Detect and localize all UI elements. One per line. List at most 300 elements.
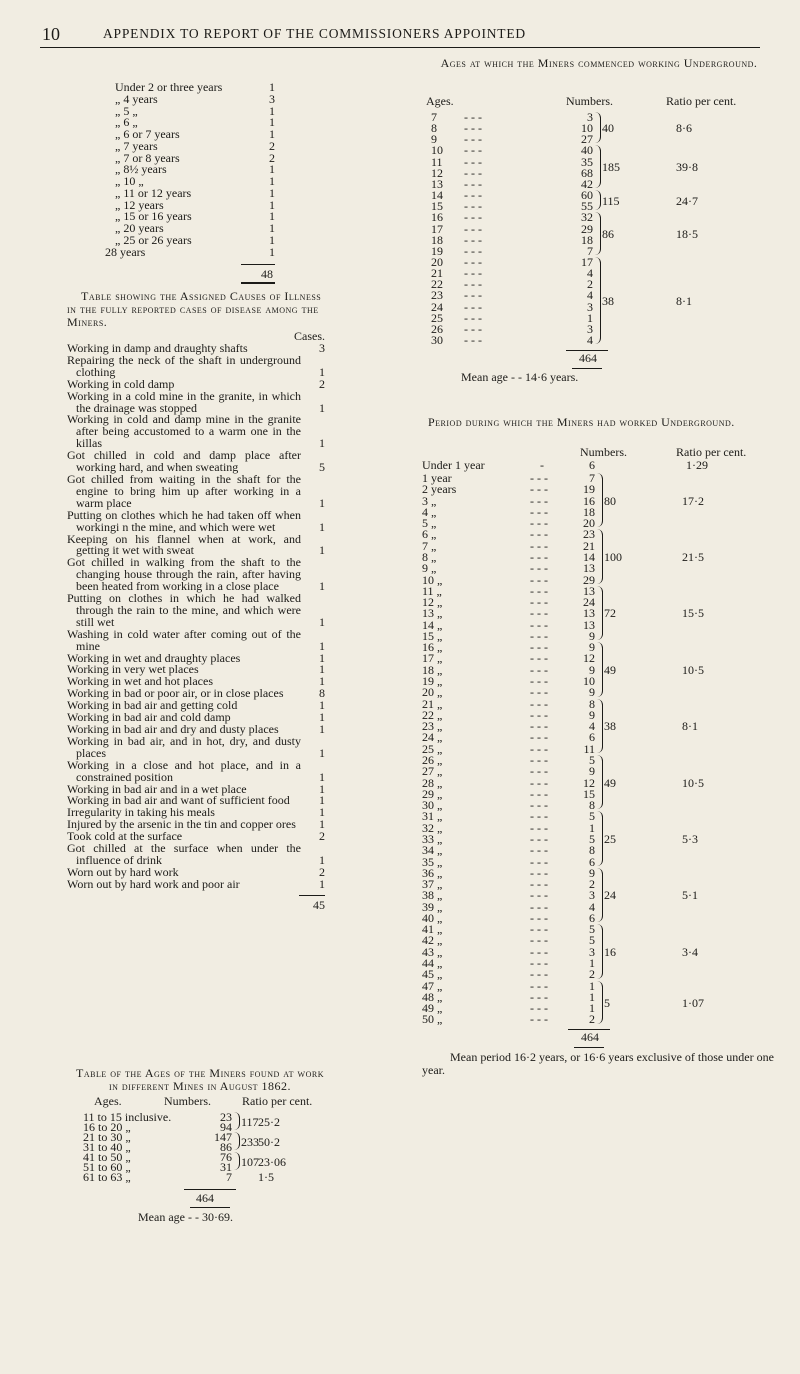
table-row-dashes: - - - <box>530 831 548 846</box>
table-row-dashes: - - - <box>464 110 482 124</box>
table-row-age: 9 „ <box>422 561 437 576</box>
table-row-dashes: - - - <box>530 888 548 903</box>
table-row-number: 2 <box>589 967 595 982</box>
group-sum: 80 <box>604 493 616 508</box>
table-row-number: 42 <box>581 176 593 191</box>
group-brace <box>596 642 603 696</box>
table-row-dashes: - - - <box>464 154 482 169</box>
table-row-number: 17 <box>581 254 593 269</box>
cause-text: Got chilled in cold and damp place after working hard, and when sweating <box>67 448 301 475</box>
table-row-dashes: - - - <box>464 310 482 325</box>
group-sum: 107 <box>241 1155 259 1169</box>
table-row-number: 9 <box>589 865 595 880</box>
age-list-value: 1 <box>269 244 275 259</box>
age-list-value: 2 <box>269 138 275 153</box>
age-list-label: „ 15 or 16 years <box>115 209 192 224</box>
page-number: 10 <box>42 24 60 44</box>
period-total-rule-2 <box>574 1047 604 1048</box>
table-row-dashes: - - - <box>530 1012 548 1027</box>
age-list-value: 1 <box>269 221 275 235</box>
table-row-age: 22 <box>431 277 443 292</box>
table-row-age: 26 <box>431 321 443 336</box>
table-row-number: 86 <box>220 1140 232 1154</box>
table-row-number: 23 <box>220 1110 232 1124</box>
cause-entry <box>67 593 325 629</box>
table-row-age: 42 „ <box>422 933 443 948</box>
commenced-head-ages: Ages. <box>426 94 454 108</box>
group-sum: 38 <box>602 293 614 308</box>
table-row-dashes: - - - <box>530 899 548 914</box>
ages-head-ages: Ages. <box>94 1094 122 1108</box>
table-row-number: 6 <box>589 910 595 925</box>
table-row-dashes: - - - <box>464 333 482 347</box>
table-row-dashes: - - - <box>530 516 548 531</box>
commenced-mean: Mean age - - 14·6 years. <box>461 370 579 385</box>
cause-text: Took cold at the surface <box>67 829 183 844</box>
table-row-dashes: - - - <box>530 922 548 937</box>
table-row-age: 22 „ <box>422 707 443 722</box>
cause-count: 1 <box>319 579 325 594</box>
table-row-age: 11 „ <box>422 583 442 598</box>
table-row-age: 25 <box>431 310 443 325</box>
group-ratio: 50·2 <box>258 1135 280 1149</box>
period-first-label: Under 1 year <box>422 458 485 472</box>
age-list-label: „ 7 or 8 years <box>115 150 180 165</box>
table-row-number: 31 <box>220 1160 232 1174</box>
table-row-number: 3 <box>589 944 595 959</box>
age-list-double-rule <box>241 282 275 284</box>
table-row-dashes: - - - <box>530 910 548 925</box>
table-row-number: 5 <box>589 922 595 937</box>
table-row-age: 50 „ <box>422 1012 443 1027</box>
table-row-age: 16 „ <box>422 640 443 655</box>
table-row-age: 21 „ <box>422 696 443 711</box>
period-mean: Mean period 16·2 years, or 16·6 years exclusive of those under one year. <box>422 1049 774 1077</box>
table-row-age: 19 „ <box>422 674 443 689</box>
table-row-number: 13 <box>583 606 595 621</box>
group-sum: 16 <box>604 944 616 959</box>
cause-count: 1 <box>319 436 325 451</box>
table-row-dashes: - - - <box>530 662 548 677</box>
table-row-age: 23 „ <box>422 719 443 734</box>
table-row-age: 19 <box>431 243 443 258</box>
causes-table <box>67 290 325 913</box>
ages-table <box>72 1067 328 1267</box>
table-row-dashes: - - - <box>530 628 548 643</box>
age-list-total <box>115 258 275 282</box>
cause-count: 1 <box>319 638 325 653</box>
table-row-age: 38 „ <box>422 888 443 903</box>
table-row-number: 13 <box>583 583 595 598</box>
cause-entry <box>67 626 325 653</box>
ages-mean: Mean age - - 30·69. <box>138 1210 233 1224</box>
table-row-number: 55 <box>581 199 593 214</box>
table-row-age: 18 <box>431 232 443 247</box>
table-row-number: 12 <box>583 775 595 790</box>
table-row-number: 18 <box>581 232 593 247</box>
age-list-label: „ 6 or 7 years <box>115 127 180 141</box>
causes-title: Table showing the Assigned Causes of Illness in the fully reported cases of disease among the Miners. <box>67 289 322 329</box>
age-list-label: „ 8½ years <box>115 162 167 177</box>
table-row-number: 147 <box>214 1130 232 1144</box>
age-list-label: „ 25 or 26 years <box>115 232 192 247</box>
table-row-number: 18 <box>583 504 595 519</box>
table-row-age: 15 <box>431 199 443 214</box>
table-row-number: 7 <box>587 243 593 258</box>
table-row-number: 5 <box>589 753 595 767</box>
table-row-number: 12 <box>583 651 595 666</box>
commenced-head-numbers: Numbers. <box>566 94 613 108</box>
table-row-age: 37 „ <box>422 877 443 892</box>
table-row-number: 13 <box>583 617 595 632</box>
table-row-dashes: - - - <box>530 651 548 666</box>
group-sum: 86 <box>602 227 614 242</box>
table-row-number: 4 <box>587 288 593 303</box>
table-row-number: 7 <box>589 471 595 485</box>
table-row-number: 10 <box>581 121 593 136</box>
table-row-dashes: - - - <box>464 176 482 191</box>
age-list-label: „ 10 „ <box>115 174 144 188</box>
table-row-number: 1 <box>589 989 595 1004</box>
table-row-age: 39 „ <box>422 899 443 914</box>
group-sum: 49 <box>604 662 616 677</box>
commenced-table-body <box>418 95 780 415</box>
table-row-dashes: - - - <box>530 595 548 610</box>
cause-text: Working in bad air, and in hot, dry, and dusty places <box>67 733 301 760</box>
age-list-value: 1 <box>269 103 275 118</box>
table-row-age: 24 <box>431 299 443 314</box>
table-row-number: 32 <box>581 210 593 225</box>
age-list-value: 1 <box>269 115 275 130</box>
table-row-dashes: - - - <box>530 1001 548 1016</box>
cause-entry <box>67 843 325 867</box>
group-ratio: 5·3 <box>682 831 698 846</box>
table-row-dashes: - - - <box>530 730 548 745</box>
cause-text: Putting on clothes in which he had walked through the rain to the mine, and which were still wet <box>67 591 301 629</box>
group-brace <box>596 811 603 865</box>
group-brace <box>594 257 601 344</box>
table-row-dashes: - - - <box>530 572 548 587</box>
cause-count: 1 <box>319 745 325 760</box>
age-list-value: 3 <box>269 91 275 106</box>
cause-count: 1 <box>319 817 325 832</box>
table-row-number: 2 <box>589 877 595 892</box>
table-row-number: 9 <box>589 707 595 722</box>
cause-count: 1 <box>319 650 325 665</box>
table-row-age: 23 <box>431 288 443 303</box>
cause-text: Washing in cold water after coming out of the mine <box>67 626 301 653</box>
table-row-age: 17 „ <box>422 651 443 666</box>
table-row-age: 1 year <box>422 471 452 485</box>
table-row-number: 4 <box>589 719 595 734</box>
age-list-label: „ 12 years <box>115 197 164 212</box>
table-row-dashes: - - - <box>464 188 482 203</box>
table-row-number: 4 <box>587 266 593 281</box>
group-ratio: 15·5 <box>682 606 704 621</box>
cause-text: Worn out by hard work <box>67 864 179 879</box>
cause-text: Working in bad air and want of sufficient food <box>67 793 290 808</box>
table-row-number: 2 <box>589 1012 595 1027</box>
cause-text: Worn out by hard work and poor air <box>67 876 240 891</box>
table-row-dashes: - - - <box>464 266 482 281</box>
table-row-number: 20 <box>583 516 595 531</box>
table-row-number: 27 <box>581 132 593 147</box>
group-brace <box>596 473 603 527</box>
table-row-dashes: - - - <box>530 753 548 767</box>
table-row-age: 18 „ <box>422 662 443 677</box>
cause-text: Working in cold and damp mine in the granite after being accustomed to a warm one in the killas <box>67 412 301 451</box>
table-row-dashes: - - - <box>530 956 548 971</box>
table-row-dashes: - - - <box>464 277 482 292</box>
cause-text: Working in a close and hot place, and in a constrained position <box>67 757 301 784</box>
group-ratio: 23·06 <box>258 1155 286 1169</box>
cause-text: Working in bad air and in a wet place <box>67 781 247 796</box>
table-row-age: 21 to 30 „ <box>83 1130 131 1144</box>
age-list-value: 1 <box>269 232 275 247</box>
age-list <box>105 80 275 282</box>
cause-text: Working in bad air and dry and dusty places <box>67 722 279 736</box>
group-ratio: 18·5 <box>676 227 698 242</box>
age-list-label: „ 11 or 12 years <box>115 185 192 200</box>
table-row-number: 9 <box>589 685 595 700</box>
table-row-number: 5 <box>589 933 595 948</box>
table-row-number: 5 <box>589 831 595 846</box>
table-row-age: 8 „ <box>422 549 437 564</box>
table-row-dashes: - - - <box>464 199 482 214</box>
cause-count: 1 <box>319 662 325 677</box>
group-brace <box>594 112 601 143</box>
table-row-age: 20 „ <box>422 685 443 700</box>
age-list-label: „ 4 years <box>115 91 158 106</box>
table-row-dashes: - - - <box>530 967 548 982</box>
group-sum: 5 <box>604 995 610 1010</box>
cause-count: 1 <box>319 614 325 629</box>
table-row-age: 6 „ <box>422 527 437 542</box>
cause-entry <box>67 733 325 760</box>
cause-entry <box>67 531 325 558</box>
table-row-number: 14 <box>583 549 595 564</box>
age-list-value: 1 <box>269 197 275 212</box>
cause-text: Keeping on his flannel when at work, and getting it wet with sweat <box>67 531 301 558</box>
period-title: Period during which the Miners had worked Underground. <box>428 415 735 429</box>
group-brace <box>594 190 601 210</box>
group-sum: 24 <box>604 888 616 903</box>
table-row-number: 19 <box>583 482 595 497</box>
period-table-body <box>418 446 780 1346</box>
table-row-number: 15 <box>583 786 595 801</box>
table-row-number: 10 <box>583 674 595 689</box>
table-row-number: 3 <box>587 321 593 336</box>
group-brace <box>596 981 603 1024</box>
table-row-age: 10 <box>431 143 443 158</box>
table-row-dashes: - - - <box>530 877 548 892</box>
table-row-dashes: - - - <box>530 933 548 948</box>
group-ratio: 8·1 <box>676 293 692 308</box>
cause-count: 3 <box>319 341 325 355</box>
cause-count: 1 <box>319 793 325 808</box>
causes-total <box>67 891 325 913</box>
table-row-age: 47 „ <box>422 978 443 993</box>
table-row-dashes: - - - <box>530 640 548 655</box>
table-row-age: 35 „ <box>422 854 443 869</box>
cause-text: Working in bad air and getting cold <box>67 698 238 713</box>
cause-text: Working in cold damp <box>67 376 175 391</box>
cause-text: Working in bad air and cold damp <box>67 710 231 725</box>
table-row-number: 35 <box>581 154 593 169</box>
group-brace <box>596 755 603 809</box>
group-sum: 38 <box>604 719 616 734</box>
table-row-age: 5 „ <box>422 516 437 531</box>
page-header <box>0 20 800 50</box>
period-first-number: 6 <box>589 458 595 472</box>
table-row-dashes: - - - <box>530 549 548 564</box>
cause-entry <box>67 557 325 593</box>
cause-count: 1 <box>319 495 325 510</box>
cause-entry <box>67 471 325 510</box>
table-row-dashes: - - - <box>464 232 482 247</box>
table-row-number: 6 <box>589 854 595 869</box>
period-table <box>418 416 780 1366</box>
table-row-age: 34 „ <box>422 843 443 858</box>
running-title: APPENDIX TO REPORT OF THE COMMISSIONERS APPOINTED <box>103 26 526 41</box>
table-row-number: 29 <box>583 572 595 587</box>
cause-count: 1 <box>319 781 325 796</box>
table-row-dashes: - - - <box>464 143 482 158</box>
table-row-dashes: - - - <box>530 482 548 497</box>
table-row-age: 43 „ <box>422 944 443 959</box>
table-row-age: 41 to 50 „ <box>83 1150 131 1164</box>
table-row-dashes: - - - <box>530 719 548 734</box>
group-ratio: 8·1 <box>682 719 698 734</box>
table-row-age: 44 „ <box>422 956 443 971</box>
table-row-dashes: - - - <box>464 321 482 336</box>
table-row-dashes: - - - <box>464 299 482 314</box>
table-row-number: 6 <box>589 730 595 745</box>
group-ratio: 10·5 <box>682 775 704 790</box>
table-row-number: 94 <box>220 1120 232 1134</box>
table-row-number: 2 <box>587 277 593 292</box>
group-brace <box>596 868 603 922</box>
table-row-age: 7 „ <box>422 538 437 553</box>
table-row-number: 8 <box>589 843 595 858</box>
table-row-dashes: - - - <box>530 809 548 824</box>
table-row-age: 26 „ <box>422 753 443 767</box>
age-list-row <box>115 91 275 106</box>
table-row-dashes: - - - <box>530 606 548 621</box>
table-row-dashes: - - - <box>530 674 548 689</box>
table-row-dashes: - - - <box>530 583 548 598</box>
cause-text: Got chilled at the surface when under the influence of drink <box>67 841 301 867</box>
table-row-number: 13 <box>583 561 595 576</box>
cause-count: 1 <box>319 876 325 891</box>
commenced-total-rule-2 <box>572 368 602 369</box>
group-sum: 117 <box>241 1115 259 1129</box>
ages-title: Table of the Ages of the Miners found at work in different Mines in August 1862. <box>76 1066 324 1093</box>
causes-list <box>67 343 325 891</box>
cause-text: Got chilled in walking from the shaft to the changing house through the rain, after having been heated from working in a close place <box>67 555 301 594</box>
table-row-number: 9 <box>589 764 595 779</box>
group-sum: 49 <box>604 775 616 790</box>
cause-count: 1 <box>319 805 325 820</box>
table-row-dashes: - - - <box>464 132 482 147</box>
table-row-number: 23 <box>583 527 595 542</box>
header-rule <box>40 47 760 48</box>
age-list-row <box>105 244 275 259</box>
commenced-total: 464 <box>579 351 597 366</box>
table-row-age: 13 <box>431 176 443 191</box>
cause-text: Working in bad or poor air, or in close places <box>67 686 284 701</box>
age-list-label: „ 20 years <box>115 221 164 235</box>
commenced-title: Ages at which the Miners commenced working Underground. <box>440 56 758 70</box>
causes-total-value: 45 <box>313 897 325 912</box>
table-row-number: 1 <box>589 820 595 835</box>
group-ratio: 25·2 <box>258 1115 280 1129</box>
table-row-number: 16 <box>583 493 595 508</box>
table-row-number: 1 <box>587 310 593 325</box>
cause-count: 8 <box>319 686 325 701</box>
group-ratio: 39·8 <box>676 160 698 175</box>
commenced-head-ratio: Ratio per cent. <box>666 94 737 108</box>
table-row-dashes: - - - <box>530 798 548 813</box>
table-row-dashes: - - - <box>464 210 482 225</box>
table-row-number: 21 <box>583 538 595 553</box>
group-brace <box>596 924 603 978</box>
ages-total-rule-2 <box>190 1207 230 1208</box>
table-row-dashes: - - - <box>530 989 548 1004</box>
table-row-number: 9 <box>589 628 595 643</box>
table-row-age: 4 „ <box>422 504 437 519</box>
cause-count: 1 <box>319 710 325 725</box>
cause-text: Putting on clothes which he had taken off when workingi n the mine, and which were wet <box>67 507 301 534</box>
table-row-age: 8 <box>431 121 437 136</box>
table-row-age: 9 <box>431 132 437 147</box>
group-brace <box>233 1152 240 1170</box>
table-row-age: 28 „ <box>422 775 443 790</box>
cause-text: Got chilled from waiting in the shaft for the engine to bring him up after working in a warm place <box>67 471 301 510</box>
table-row-dashes: - - - <box>464 221 482 236</box>
table-row-number: 3 <box>587 110 593 124</box>
cause-text: Working in a cold mine in the granite, in which the drainage was stopped <box>67 388 301 415</box>
table-row-age: 3 „ <box>422 493 437 508</box>
cause-count: 2 <box>319 864 325 879</box>
cause-count: 2 <box>319 376 325 391</box>
age-list-value: 1 <box>269 185 275 200</box>
age-list-total-rule <box>241 264 275 265</box>
table-row-age: 36 „ <box>422 865 443 880</box>
table-row-number: 8 <box>589 696 595 711</box>
age-list-value: 1 <box>269 80 275 94</box>
table-row-number: 9 <box>589 662 595 677</box>
period-total: 464 <box>581 1029 599 1044</box>
age-list-label: „ 7 years <box>115 138 158 153</box>
table-row-dashes: - - - <box>464 243 482 258</box>
table-row-age: 7 <box>431 110 437 124</box>
cause-text: Working in very wet places <box>67 662 199 677</box>
group-brace <box>594 145 601 188</box>
table-row-age: 16 <box>431 210 443 225</box>
age-list-value: 1 <box>269 174 275 188</box>
table-row-age: 21 <box>431 266 443 281</box>
group-ratio: 21·5 <box>682 549 704 564</box>
ages-total: 464 <box>196 1191 214 1205</box>
table-row-dashes: - - - <box>530 617 548 632</box>
table-row-dashes: - - - <box>530 978 548 993</box>
table-row-dashes: - - - <box>464 254 482 269</box>
table-row-dashes: - - - <box>530 685 548 700</box>
table-row-number: 1 <box>589 1001 595 1016</box>
group-sum: 25 <box>604 831 616 846</box>
group-ratio: 17·2 <box>682 493 704 508</box>
